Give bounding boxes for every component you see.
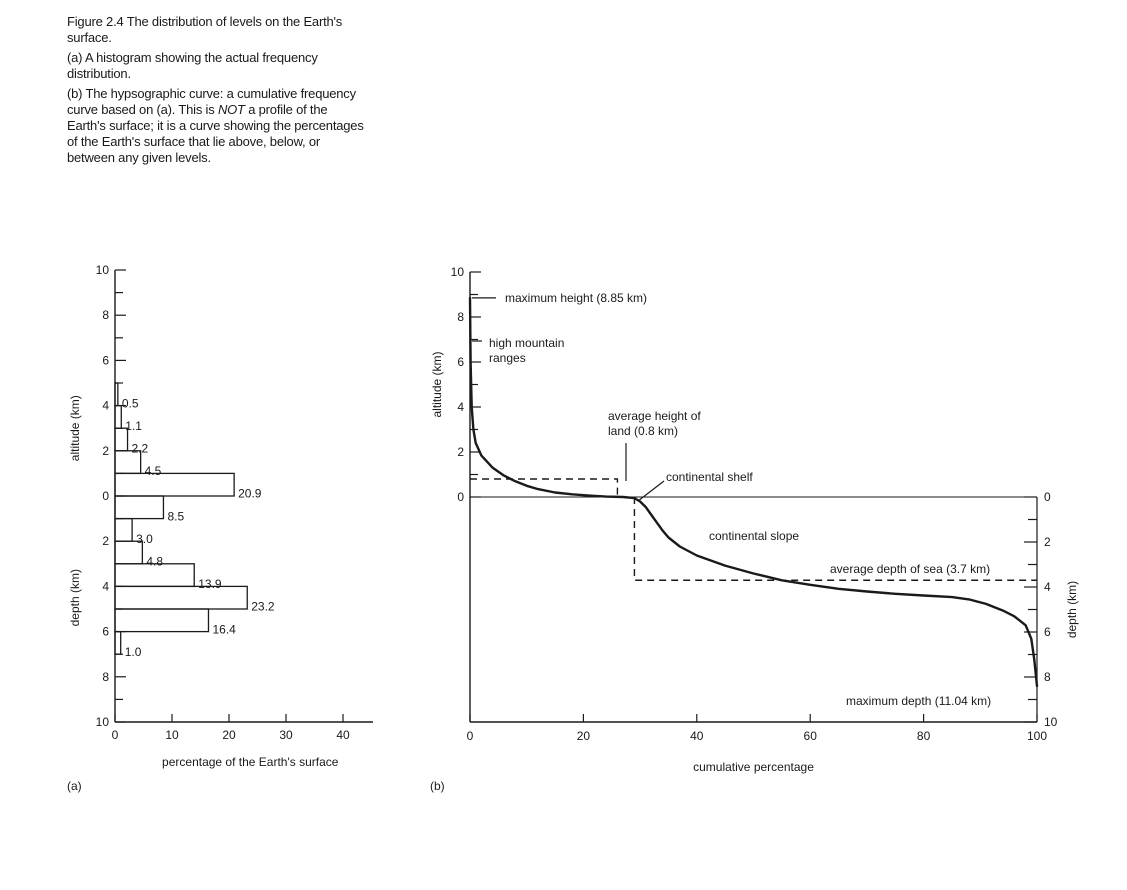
average-sea-depth-label: average depth of sea (3.7 km) (830, 562, 991, 576)
panel-label-a: (a) (67, 779, 82, 793)
caption-title-cont: surface. (67, 30, 112, 45)
histogram-bar (115, 632, 121, 655)
y-tick-label: 10 (95, 715, 109, 729)
x-tick-label: 60 (803, 729, 817, 743)
hypsographic-curve (470, 298, 1037, 686)
left-y-tick-label: 4 (457, 400, 464, 414)
x-tick-label: 0 (466, 729, 474, 743)
caption-title: Figure 2.4 The distribution of levels on the Earth's (67, 14, 343, 29)
histogram-bar (115, 586, 247, 609)
caption-part-b-1: (b) The hypsographic curve: a cumulative frequency (67, 86, 356, 101)
left-y-tick-label: 2 (457, 445, 464, 459)
y-axis-title-altitude: altitude (km) (68, 395, 82, 462)
y-tick-label: 6 (102, 353, 109, 368)
right-y-tick-label: 10 (1044, 715, 1058, 729)
right-y-tick-label: 6 (1044, 625, 1051, 639)
x-axis-title: percentage of the Earth's surface (162, 755, 339, 769)
bar-value-label: 16.4 (212, 622, 236, 637)
average-land-height-label-2: land (0.8 km) (608, 424, 679, 438)
hypsographic-panel (430, 265, 1079, 793)
left-y-axis-title: altitude (km) (430, 351, 444, 418)
x-tick-label: 40 (690, 729, 704, 743)
x-tick-label: 20 (222, 728, 236, 742)
bar-value-label: 4.5 (144, 464, 162, 479)
caption-part-b-3: Earth's surface; it is a curve showing the percentages (67, 118, 364, 133)
right-y-tick-label: 2 (1044, 535, 1051, 549)
bar-value-label: 13.9 (198, 577, 222, 592)
left-y-tick-label: 8 (457, 310, 464, 324)
left-y-tick-label: 10 (450, 265, 464, 279)
y-tick-label: 2 (102, 443, 109, 458)
x-axis-title: cumulative percentage (693, 760, 814, 774)
caption-part-b-2-em: NOT (217, 102, 245, 117)
x-tick-label: 0 (111, 728, 119, 742)
caption-part-b-2-pre: curve based on (a). This is (67, 102, 218, 117)
bar-value-label: 3.0 (136, 531, 153, 546)
bar-value-label: 1.0 (124, 644, 142, 659)
x-tick-label: 20 (576, 729, 591, 743)
bar-value-label: 4.8 (146, 554, 164, 569)
y-tick-label: 0 (102, 489, 109, 503)
y-tick-label: 8 (102, 669, 109, 684)
continental-shelf-leader (638, 481, 664, 501)
caption-part-a-2: distribution. (67, 66, 131, 81)
y-axis-title-depth: depth (km) (68, 569, 82, 627)
caption-part-b-4: of the Earth's surface that lie above, below, or (67, 134, 321, 149)
bar-value-label: 23.2 (251, 599, 275, 614)
x-tick-label: 40 (336, 728, 350, 742)
y-tick-label: 8 (102, 308, 109, 323)
left-y-tick-label: 6 (457, 355, 464, 369)
x-tick-label: 100 (1026, 729, 1048, 743)
max-height-label: maximum height (8.85 km) (505, 290, 648, 305)
continental-slope-label: continental slope (709, 529, 800, 543)
caption-part-b-2-post: a profile of the (244, 102, 328, 117)
x-tick-label: 80 (916, 729, 931, 743)
mountain-ranges-label-1: high mountain (489, 336, 565, 350)
histogram-bar (115, 473, 234, 496)
bar-value-label: 2.2 (131, 441, 149, 456)
right-y-axis-title: depth (km) (1065, 580, 1079, 639)
mountain-ranges-label-2: ranges (489, 351, 526, 365)
panel-label-b: (b) (430, 779, 445, 793)
histogram-bar (115, 383, 118, 406)
x-tick-label: 10 (165, 728, 179, 742)
histogram-bar (115, 406, 121, 429)
y-tick-label: 10 (95, 263, 109, 277)
bar-value-label: 0.5 (121, 396, 139, 411)
y-tick-label: 4 (102, 579, 109, 594)
caption-part-b-5: between any given levels. (67, 150, 211, 165)
bar-value-label: 20.9 (238, 486, 262, 501)
max-depth-label: maximum depth (11.04 km) (846, 694, 992, 708)
histogram-bar (115, 609, 208, 632)
bar-value-label: 8.5 (167, 509, 185, 524)
right-y-tick-label: 0 (1044, 490, 1051, 504)
y-tick-label: 4 (102, 398, 109, 413)
left-y-tick-label: 0 (457, 490, 464, 504)
y-tick-label: 6 (102, 624, 109, 639)
histogram-panel (67, 263, 373, 793)
right-y-tick-label: 4 (1044, 580, 1051, 594)
continental-shelf-label: continental shelf (666, 470, 753, 484)
histogram-bar (115, 519, 132, 542)
average-land-height-label-1: average height of (608, 409, 701, 423)
average-land-height-dashed-line (470, 479, 617, 497)
y-tick-label: 2 (102, 534, 109, 549)
x-tick-label: 30 (279, 728, 293, 742)
bar-value-label: 1.1 (125, 418, 142, 433)
right-y-tick-label: 8 (1044, 670, 1051, 684)
caption-part-a-1: (a) A histogram showing the actual frequency (67, 50, 318, 65)
histogram-bar (115, 496, 163, 519)
